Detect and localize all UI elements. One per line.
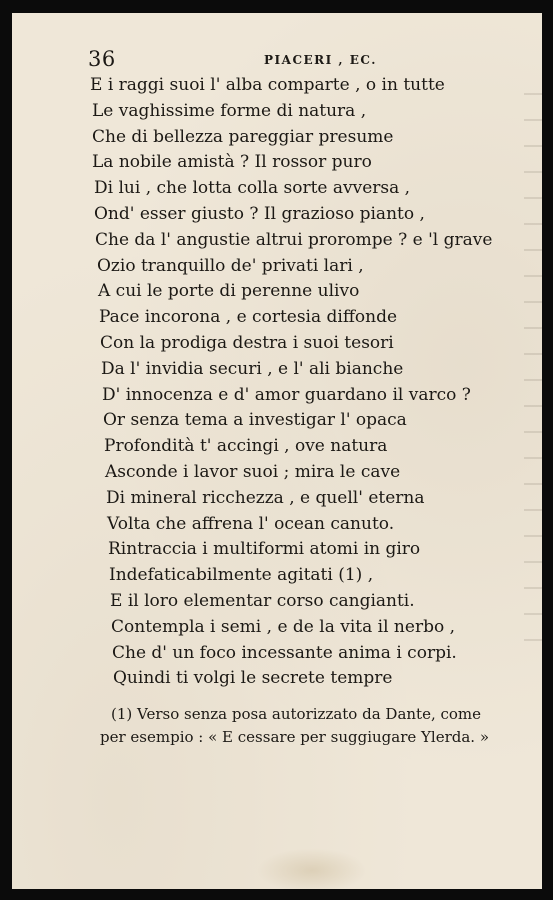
- scan-frame: [5, 5, 548, 895]
- verse-line: E il loro elementar corso cangianti.: [110, 590, 415, 611]
- verse-line: Di lui , che lotta colla sorte avversa ,: [94, 178, 411, 199]
- verse-line: A cui le porte di perenne ulivo: [98, 281, 360, 302]
- verse-line: Rintraccia i multiformi atomi in giro: [108, 539, 421, 560]
- verse-line: D' innocenza e d' amor guardano il varco ?: [102, 384, 471, 405]
- book-page: [12, 13, 542, 889]
- verse-line: Che di bellezza pareggiar presume: [92, 126, 394, 147]
- paper-stain: [257, 848, 367, 889]
- verse-line: Indefaticabilmente agitati (1) ,: [109, 565, 374, 586]
- verse-line: Quindi ti volgi le secrete tempre: [113, 668, 393, 689]
- verse-line: Asconde i lavor suoi ; mira le cave: [105, 461, 401, 482]
- verse-line: Ond' esser giusto ? Il grazioso pianto ,: [94, 203, 425, 224]
- page-number: 36: [88, 47, 116, 71]
- verse-line: Ozio tranquillo de' privati lari ,: [97, 255, 364, 276]
- verse-line: Che d' un foco incessante anima i corpi.: [112, 642, 457, 663]
- verse-line: Volta che affrena l' ocean canuto.: [107, 513, 395, 534]
- verse-body: [90, 73, 530, 692]
- running-head: PIACERI , EC.: [264, 53, 377, 67]
- verse-line: Da l' invidia securi , e l' ali bianche: [101, 358, 404, 379]
- verse-line: Contempla i semi , e de la vita il nerbo ,: [111, 616, 455, 637]
- footnote-line: per esempio : « E cessare per suggiugare Ylerda. »: [100, 728, 490, 746]
- footnote: [100, 703, 520, 749]
- verse-line: Le vaghissime forme di natura ,: [92, 100, 367, 121]
- verse-line: Con la prodiga destra i suoi tesori: [100, 332, 394, 353]
- page-header: [88, 47, 508, 73]
- verse-line: E i raggi suoi l' alba comparte , o in tutte: [90, 75, 445, 95]
- verse-line: Che da l' angustie altrui prorompe ? e 'l grave: [95, 229, 493, 250]
- footnote-line: (1) Verso senza posa autorizzato da Dante, come: [111, 705, 482, 723]
- verse-line: Pace incorona , e cortesia diffonde: [99, 307, 398, 328]
- verse-line: La nobile amistà ? Il rossor puro: [92, 152, 372, 173]
- verse-line: Or senza tema a investigar l' opaca: [103, 410, 407, 431]
- verse-line: Profondità t' accingi , ove natura: [104, 436, 388, 457]
- verse-line: Di mineral ricchezza , e quell' eterna: [106, 487, 425, 508]
